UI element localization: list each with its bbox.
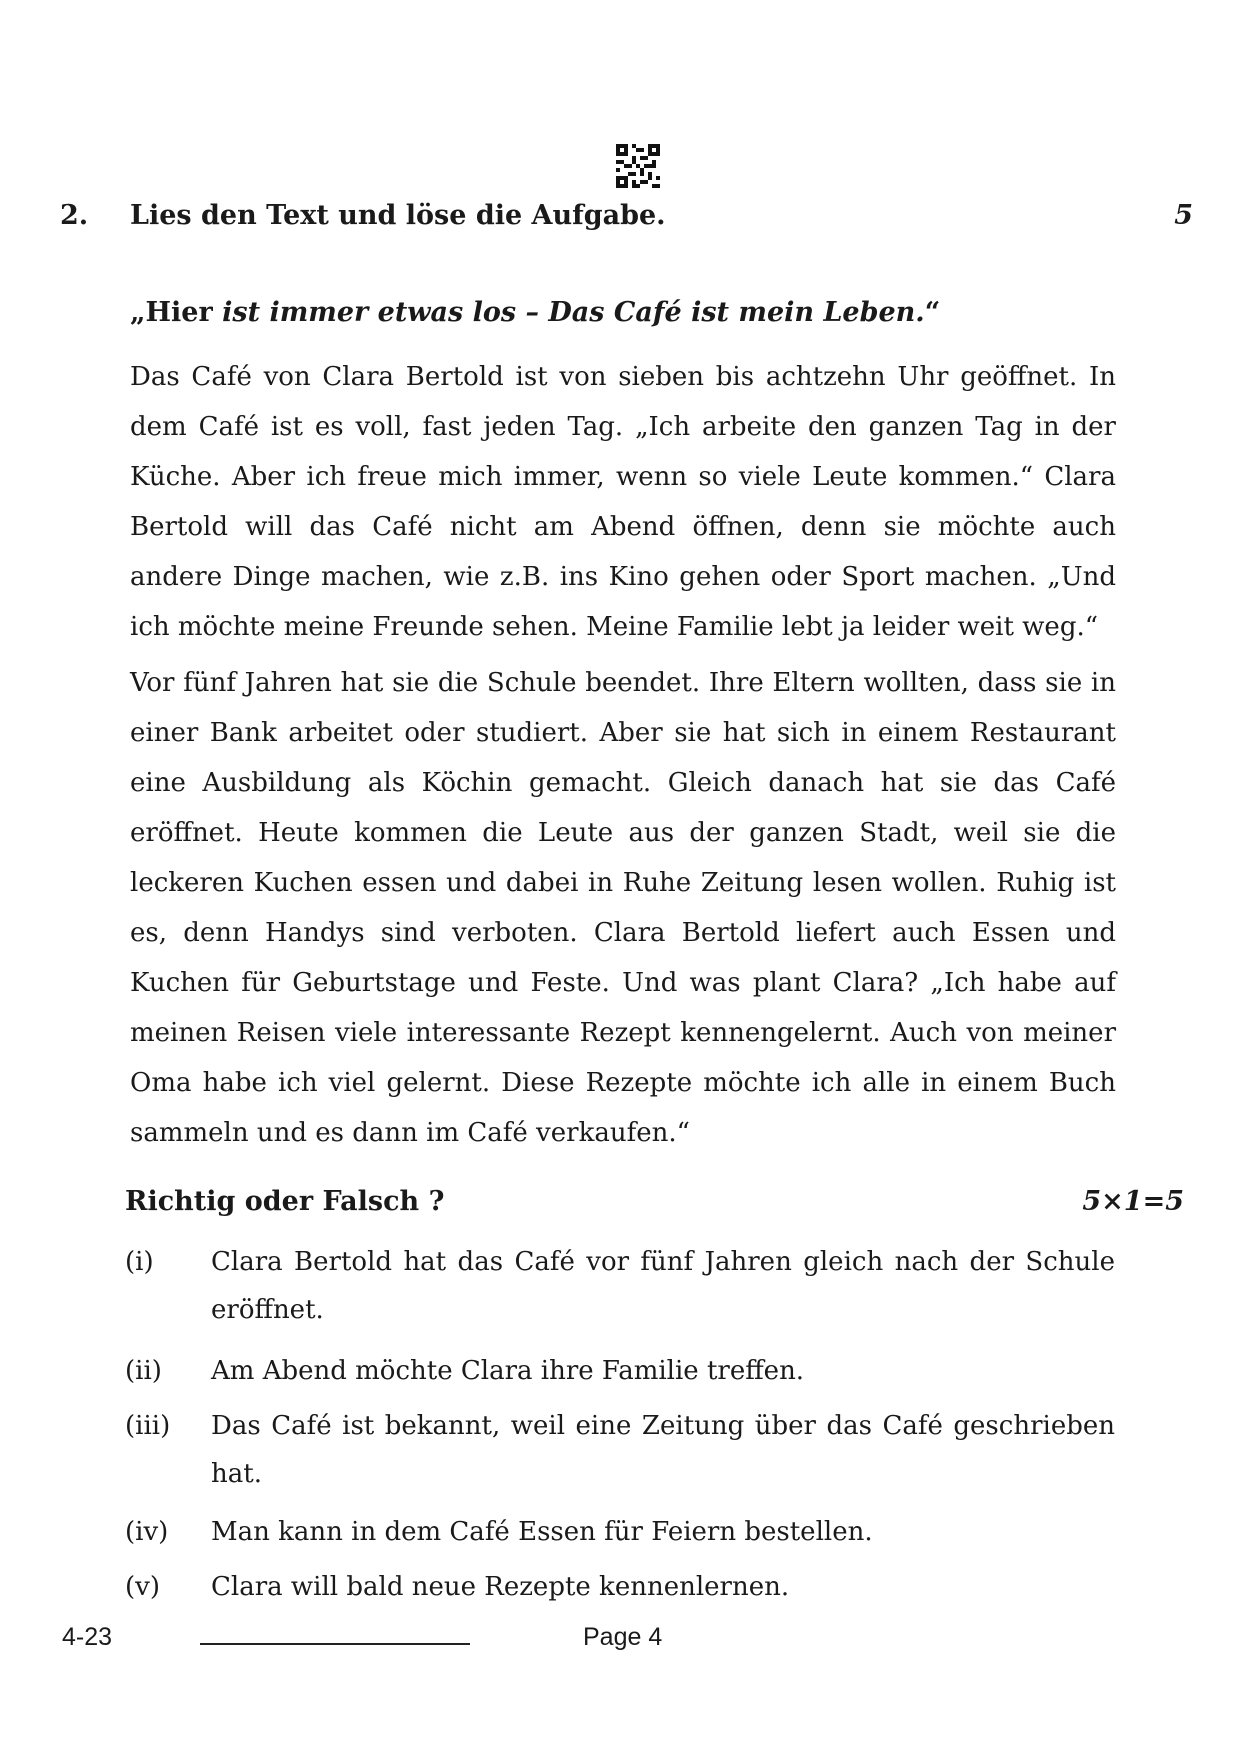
footer-divider [200,1643,470,1645]
task-item-text: Am Abend möchte Clara ihre Familie treffen. [211,1356,805,1386]
question-marks: 5 [1174,200,1193,231]
task-item [125,1402,1115,1498]
task-item-number: (i) [125,1247,154,1277]
task-item-text: Clara will bald neue Rezepte kennenlernen. [211,1572,790,1602]
article-title-italic: ist immer etwas los – Das Café ist mein Leben. [222,297,925,328]
question-number: 2. [60,200,89,231]
footer-code: 4-23 [62,1623,113,1651]
task-item-number: (iii) [125,1411,171,1441]
task-item [125,1563,1115,1611]
article-title-open: „Hier [130,297,213,328]
task-marks: 5×1=5 [1082,1186,1184,1217]
task-item [125,1238,1115,1334]
qr-code-icon [616,144,660,188]
task-item-text: Clara Bertold hat das Café vor fünf Jahren gleich nach der Schule eröffnet. [211,1247,1115,1325]
task-item-text: Man kann in dem Café Essen für Feiern bestellen. [211,1517,873,1547]
task-item-number: (iv) [125,1517,169,1547]
task-item-text: Das Café ist bekannt, weil eine Zeitung über das Café geschrieben hat. [211,1411,1115,1489]
article-paragraph-1: Das Café von Clara Bertold ist von sieben bis achtzehn Uhr geöffnet. In dem Café ist es voll, fast jeden Tag. „Ich arbeite den ganzen Tag in der Küche. Aber ich freue mich immer, wenn so viele Leute kommen.“ Clara Bertold will das Café nicht am Abend öffnen, denn sie möchte auch andere Dinge machen, wie z.B. ins Kino gehen oder Sport machen. „Und ich möchte meine Freunde sehen. Meine Familie lebt ja leider weit weg.“ [130,362,1116,642]
task-item [125,1347,1115,1395]
task-item-number: (ii) [125,1356,162,1386]
article-paragraph-2: Vor fünf Jahren hat sie die Schule beendet. Ihre Eltern wollten, dass sie in einer Bank arbeitet oder studiert. Aber sie hat sich in einem Restaurant eine Ausbildung als Köchin gemacht. Gleich danach hat sie das Café eröffnet. Heute kommen die Leute aus der ganzen Stadt, weil sie die leckeren Kuchen essen und dabei in Ruhe Zeitung lesen wollen. Ruhig ist es, denn Handys sind verboten. Clara Bertold liefert auch Essen und Kuchen für Geburtstage und Feste. Und was plant Clara? „Ich habe auf meinen Reisen viele interessante Rezept kennengelernt. Auch von meiner Oma habe ich viel gelernt. Diese Rezepte möchte ich alle in einem Buch sammeln und es dann im Café verkaufen.“ [130,668,1116,1148]
question-instruction: Lies den Text und löse die Aufgabe. [130,200,666,231]
task-item-number: (v) [125,1572,160,1602]
article-title [130,297,940,328]
article-title-close: “ [924,297,941,328]
task-item [125,1508,1115,1556]
task-title: Richtig oder Falsch ? [125,1186,445,1217]
footer-page-number: Page 4 [583,1623,663,1651]
